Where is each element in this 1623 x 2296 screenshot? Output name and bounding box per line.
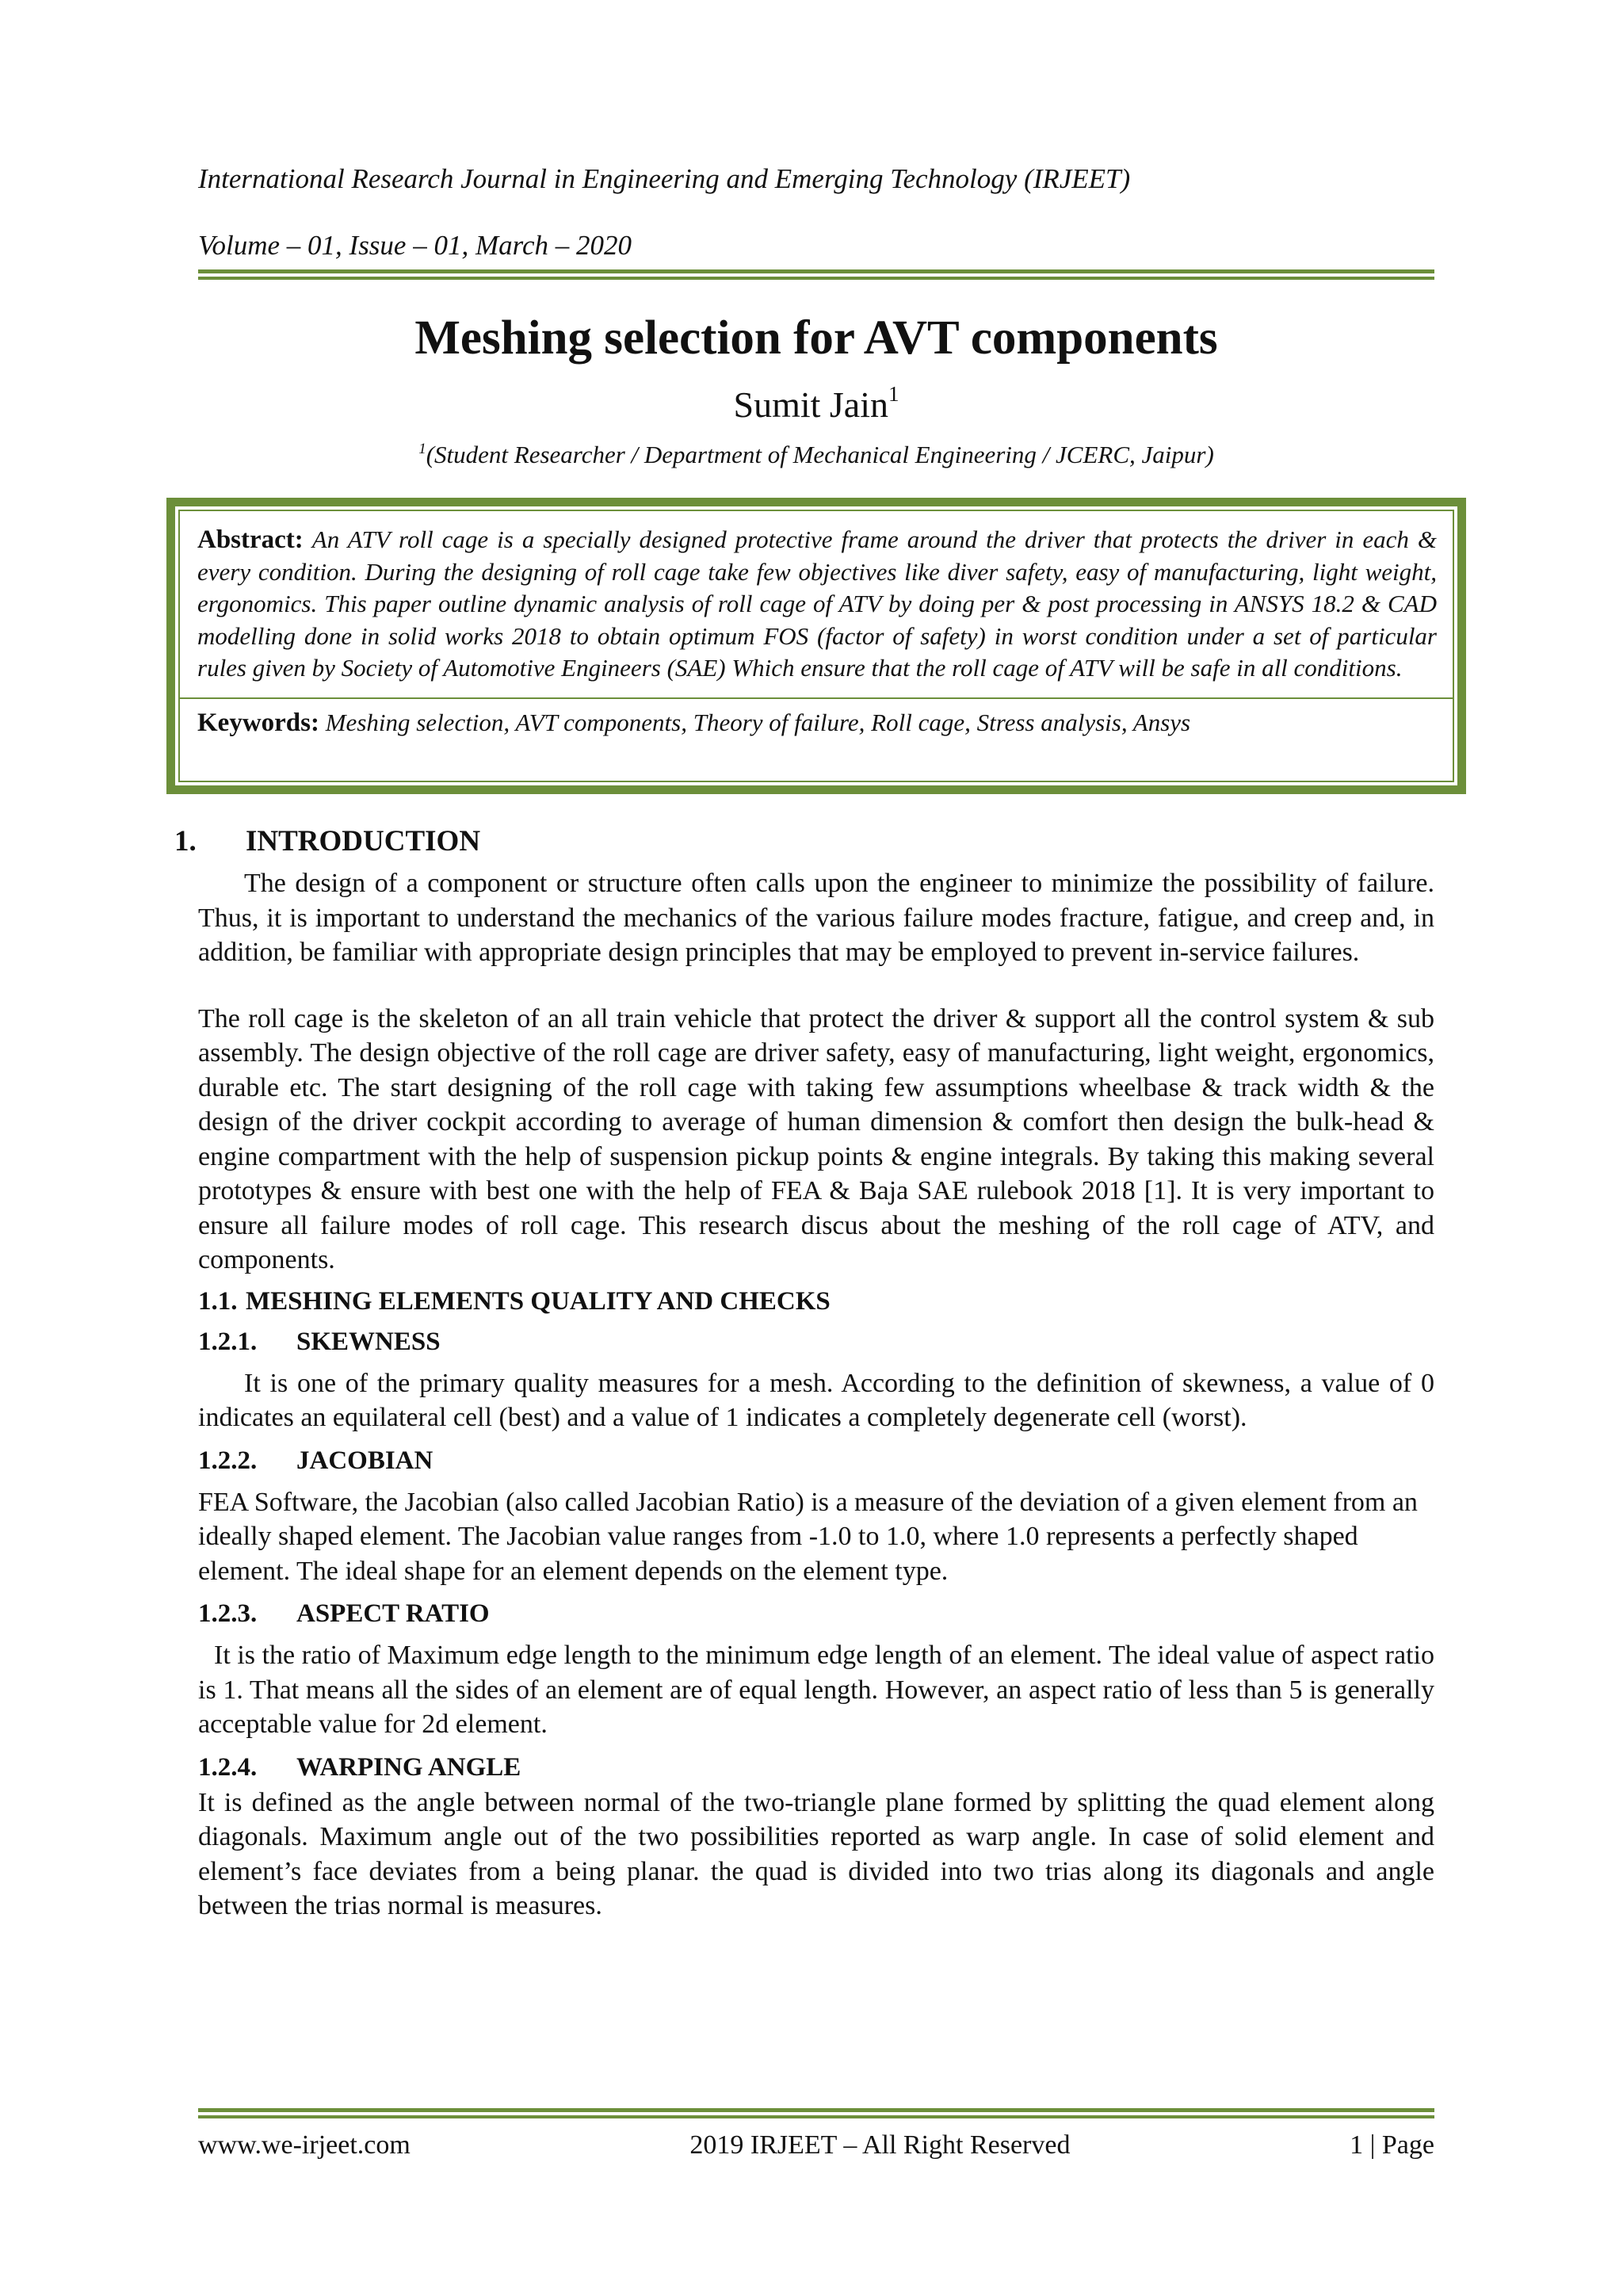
footer-website: www.we-irjeet.com [198,2130,411,2160]
author-name: Sumit Jain [733,384,889,425]
keywords-label: Keywords: [197,708,319,737]
section-heading-meshing-quality [198,1287,1434,1316]
abstract-inner [178,510,1454,782]
abstract-label: Abstract: [197,525,304,554]
section-number: 1.1. [198,1286,238,1316]
section-heading-warping-angle [198,1753,1434,1782]
section-number: 1.2.1. [198,1327,258,1356]
section-title: ASPECT RATIO [296,1599,490,1628]
footer-rule [198,2108,1434,2118]
warping-angle-paragraph: It is defined as the angle between normal of the two-triangle plane formed by splitting the quad element along diagonals. Maximum angle out of the two possibilities reported as warp angle. In case of solid element and element’s face deviates from a being planar. the quad is divided into two trias along its diagonals and angle between the trias normal is measures. [198,1787,1434,1920]
abstract [197,524,1437,685]
paper-title: Meshing selection for AVT components [414,311,1218,365]
section-title: WARPING ANGLE [296,1752,521,1782]
body-content [174,824,1434,1924]
author-superscript: 1 [888,382,899,406]
journal-name: International Research Journal in Engineering and Emerging Technology (IRJEET) [198,163,1131,194]
paragraph-gap [198,970,1434,1002]
intro-paragraph-1: The design of a component or structure often calls upon the engineer to minimize the possibility of failure. Thus, it is important to understand the mechanics of the various failure modes fracture, fatigue, and creep and, in addition, be familiar with appropriate design principles that may be employed to prevent in-service failures. [198,869,1434,967]
abstract-box [166,498,1466,794]
section-heading-introduction [174,824,1434,858]
section-number: 1.2.3. [198,1599,258,1628]
affiliation-text: (Student Researcher / Department of Mechanical Engineering / JCERC, Jaipur) [426,441,1214,468]
paper-author [198,382,1434,426]
section-title: INTRODUCTION [246,825,481,858]
keywords-text: Meshing selection, AVT components, Theory of failure, Roll cage, Stress analysis, Ansys [325,708,1191,736]
section-heading-skewness [198,1328,1434,1357]
keywords [180,697,1453,739]
abstract-text: An ATV roll cage is a specially designed protective frame around the driver that protects the driver in each & every condition. During the designing of roll cage take few objectives like diver safety, easy of manufacturing, light weight, ergonomics. This paper outline dynamic analysis of roll cage of ATV by doing per & post processing in ANSYS 18.2 & CAD modelling done in solid works 2018 to obtain optimum FOS (factor of safety) in worst condition under a set of particular rules given by Society of Automotive Engineers (SAE) Which ensure that the roll cage of ATV will be safe in all conditions. [197,525,1438,682]
section-title: JACOBIAN [296,1446,433,1475]
section-title: SKEWNESS [296,1327,441,1356]
section-number: 1. [174,825,197,858]
page-footer [198,2130,1434,2160]
journal-volume: Volume – 01, Issue – 01, March – 2020 [198,230,632,261]
section-heading-aspect-ratio [198,1599,1434,1629]
section-number: 1.2.4. [198,1752,258,1782]
skewness-paragraph: It is one of the primary quality measures for a mesh. According to the definition of skewness, a value of 0 indicates an equilateral cell (best) and a value of 1 indicates a completely degenerate cell (worst). [198,1368,1434,1432]
footer-copyright: 2019 IRJEET – All Right Reserved [689,2130,1071,2160]
aspect-ratio-paragraph: It is the ratio of Maximum edge length to the minimum edge length of an element. The ideal value of aspect ratio is 1. That means all the sides of an element are of equal length. However, an aspect ratio of less than 5 is generally acceptable value for 2d element. [198,1641,1434,1739]
footer-page-number: 1 | Page [1350,2130,1434,2160]
affiliation-superscript: 1 [418,441,426,457]
section-number: 1.2.2. [198,1446,258,1475]
header-rule [198,269,1434,280]
intro-paragraph-2: The roll cage is the skeleton of an all train vehicle that protect the driver & support all the control system & sub assembly. The design objective of the roll cage are driver safety, easy of manufacturing, light weight, ergonomics, durable etc. The start designing of the roll cage with taking few assumptions wheelbase & track width & the design of the driver cockpit according to average of human dimension & comfort then design the bulk-head & engine compartment with the help of suspension pickup points & engine integrals. By taking this making several prototypes & ensure with best one with the help of FEA & Baja SAE rulebook 2018 [1]. It is very important to ensure all failure modes of roll cage. This research discus about the meshing of the roll cage of ATV, and components. [198,1003,1434,1274]
section-title: MESHING ELEMENTS QUALITY AND CHECKS [246,1286,831,1316]
section-heading-jacobian [198,1446,1434,1476]
author-affiliation [198,441,1434,469]
jacobian-paragraph: FEA Software, the Jacobian (also called Jacobian Ratio) is a measure of the deviation of a given element from an ideally shaped element. The Jacobian value ranges from -1.0 to 1.0, where 1.0 represents a perfectly shaped element. The ideal shape for an element depends on the element type. [198,1487,1418,1586]
